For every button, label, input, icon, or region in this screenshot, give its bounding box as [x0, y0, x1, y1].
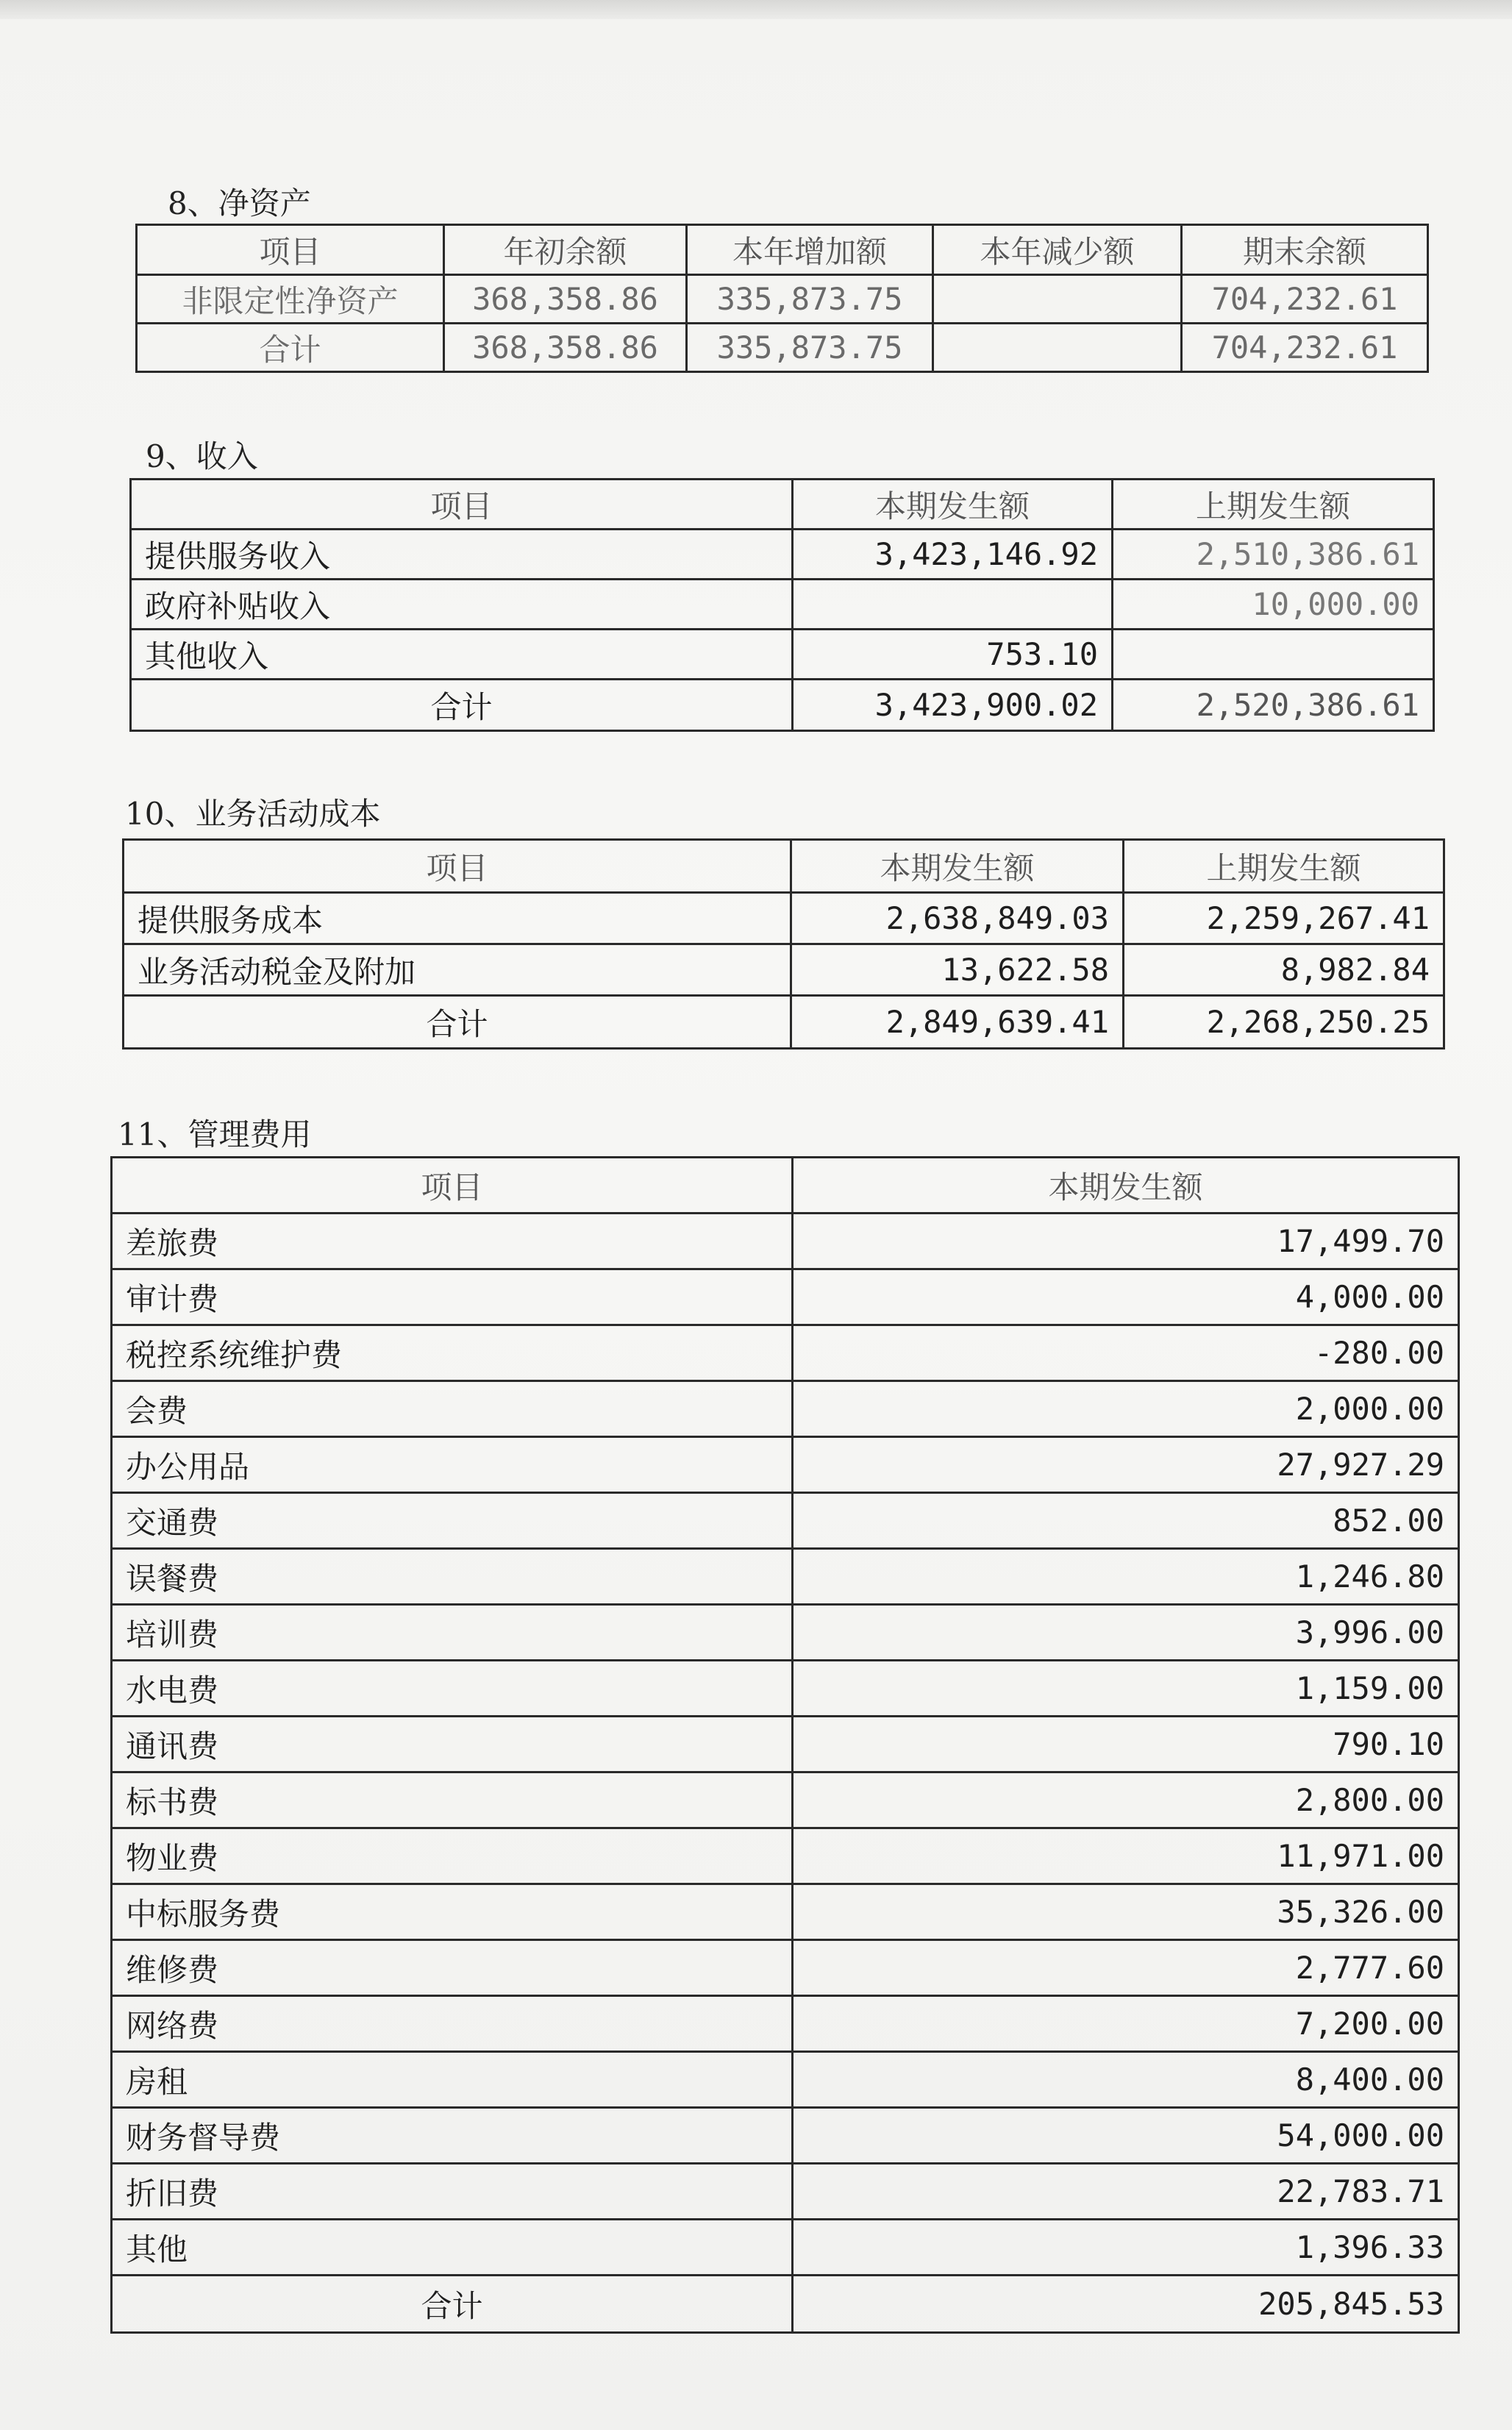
- item-cell: 政府补贴收入: [131, 580, 793, 630]
- header-cell: 本期发生额: [791, 840, 1124, 893]
- header-cell: 上期发生额: [1124, 840, 1444, 893]
- item-cell: 提供服务收入: [131, 530, 793, 580]
- income-table: [129, 478, 1435, 732]
- section-title-business-cost: 10、业务活动成本: [125, 796, 381, 832]
- table-row: [112, 1549, 1459, 1605]
- header-cell: 本期发生额: [793, 1158, 1459, 1214]
- value-cell: 4,000.00: [793, 1269, 1459, 1325]
- value-cell: 13,622.58: [791, 944, 1124, 996]
- item-cell: 其他: [112, 2220, 793, 2276]
- table-header-row: [131, 480, 1434, 530]
- table-row: [112, 2108, 1459, 2164]
- value-cell: 8,982.84: [1124, 944, 1444, 996]
- value-cell: 27,927.29: [793, 1437, 1459, 1493]
- value-cell: 790.10: [793, 1717, 1459, 1772]
- table-row: [124, 893, 1444, 944]
- admin-expense-body: [112, 1158, 1459, 2333]
- value-cell: [933, 275, 1182, 324]
- table-row: [112, 1884, 1459, 1940]
- header-cell: 项目: [124, 840, 791, 893]
- table-header-row: [124, 840, 1444, 893]
- table-row: [131, 580, 1434, 630]
- table-row: [112, 2220, 1459, 2276]
- value-cell: -280.00: [793, 1325, 1459, 1381]
- value-cell: 335,873.75: [687, 324, 933, 372]
- value-cell: 17,499.70: [793, 1214, 1459, 1269]
- value-cell: 54,000.00: [793, 2108, 1459, 2164]
- item-cell: 合计: [124, 996, 791, 1049]
- item-cell: 非限定性净资产: [137, 275, 444, 324]
- net-assets-table: [135, 224, 1429, 373]
- value-cell: 2,510,386.61: [1113, 530, 1434, 580]
- value-cell: 22,783.71: [793, 2164, 1459, 2220]
- value-cell: 335,873.75: [687, 275, 933, 324]
- section-title-net-assets: 8、净资产: [168, 185, 311, 221]
- value-cell: 753.10: [793, 630, 1113, 680]
- value-cell: 11,971.00: [793, 1828, 1459, 1884]
- item-cell: 合计: [137, 324, 444, 372]
- item-cell: 税控系统维护费: [112, 1325, 793, 1381]
- table-row: [112, 1661, 1459, 1717]
- table-row: [137, 275, 1428, 324]
- header-cell: 本年增加额: [687, 225, 933, 275]
- table-row: [112, 1214, 1459, 1269]
- item-cell: 误餐费: [112, 1549, 793, 1605]
- value-cell: 35,326.00: [793, 1884, 1459, 1940]
- value-cell: 852.00: [793, 1493, 1459, 1549]
- value-cell: 1,159.00: [793, 1661, 1459, 1717]
- table-row: [131, 530, 1434, 580]
- business-cost-table: [122, 838, 1445, 1050]
- table-row: [131, 630, 1434, 680]
- value-cell: [793, 580, 1113, 630]
- table-row: [112, 1996, 1459, 2052]
- value-cell: 2,520,386.61: [1113, 680, 1434, 731]
- table-row: [112, 2164, 1459, 2220]
- value-cell: 2,777.60: [793, 1940, 1459, 1996]
- item-cell: 提供服务成本: [124, 893, 791, 944]
- item-cell: 物业费: [112, 1828, 793, 1884]
- item-cell: 房租: [112, 2052, 793, 2108]
- item-cell: 办公用品: [112, 1437, 793, 1493]
- value-cell: 8,400.00: [793, 2052, 1459, 2108]
- table-row: [112, 1828, 1459, 1884]
- value-cell: 10,000.00: [1113, 580, 1434, 630]
- value-cell: 3,996.00: [793, 1605, 1459, 1661]
- header-cell: 项目: [131, 480, 793, 530]
- value-cell: [1113, 630, 1434, 680]
- table-row: [112, 1381, 1459, 1437]
- header-cell: 项目: [137, 225, 444, 275]
- value-cell: 2,849,639.41: [791, 996, 1124, 1049]
- value-cell: 704,232.61: [1182, 324, 1428, 372]
- value-cell: 2,800.00: [793, 1772, 1459, 1828]
- value-cell: 2,000.00: [793, 1381, 1459, 1437]
- header-cell: 上期发生额: [1113, 480, 1434, 530]
- item-cell: 维修费: [112, 1940, 793, 1996]
- table-total-row: [137, 324, 1428, 372]
- item-cell: 合计: [112, 2276, 793, 2333]
- table-header-row: [137, 225, 1428, 275]
- value-cell: 1,396.33: [793, 2220, 1459, 2276]
- table-total-row: [112, 2276, 1459, 2333]
- item-cell: 其他收入: [131, 630, 793, 680]
- table-header-row: [112, 1158, 1459, 1214]
- page-top-edge: [0, 0, 1512, 19]
- item-cell: 折旧费: [112, 2164, 793, 2220]
- value-cell: 704,232.61: [1182, 275, 1428, 324]
- table-row: [112, 1717, 1459, 1772]
- value-cell: 1,246.80: [793, 1549, 1459, 1605]
- table-row: [112, 1772, 1459, 1828]
- item-cell: 中标服务费: [112, 1884, 793, 1940]
- value-cell: 368,358.86: [444, 275, 687, 324]
- item-cell: 差旅费: [112, 1214, 793, 1269]
- item-cell: 网络费: [112, 1996, 793, 2052]
- table-row: [112, 1269, 1459, 1325]
- item-cell: 财务督导费: [112, 2108, 793, 2164]
- table-row: [124, 944, 1444, 996]
- value-cell: 7,200.00: [793, 1996, 1459, 2052]
- table-total-row: [124, 996, 1444, 1049]
- header-cell: 期末余额: [1182, 225, 1428, 275]
- table-row: [112, 2052, 1459, 2108]
- header-cell: 本年减少额: [933, 225, 1182, 275]
- admin-expense-table: [110, 1156, 1460, 2334]
- item-cell: 标书费: [112, 1772, 793, 1828]
- item-cell: 水电费: [112, 1661, 793, 1717]
- value-cell: [933, 324, 1182, 372]
- item-cell: 交通费: [112, 1493, 793, 1549]
- item-cell: 审计费: [112, 1269, 793, 1325]
- item-cell: 培训费: [112, 1605, 793, 1661]
- table-row: [112, 1437, 1459, 1493]
- value-cell: 2,638,849.03: [791, 893, 1124, 944]
- item-cell: 合计: [131, 680, 793, 731]
- table-row: [112, 1493, 1459, 1549]
- section-title-income: 9、收入: [146, 438, 258, 474]
- table-total-row: [131, 680, 1434, 731]
- table-row: [112, 1605, 1459, 1661]
- item-cell: 通讯费: [112, 1717, 793, 1772]
- section-title-admin-expense: 11、管理费用: [118, 1116, 312, 1152]
- item-cell: 业务活动税金及附加: [124, 944, 791, 996]
- value-cell: 205,845.53: [793, 2276, 1459, 2333]
- item-cell: 会费: [112, 1381, 793, 1437]
- value-cell: 2,268,250.25: [1124, 996, 1444, 1049]
- value-cell: 368,358.86: [444, 324, 687, 372]
- value-cell: 3,423,146.92: [793, 530, 1113, 580]
- table-row: [112, 1325, 1459, 1381]
- header-cell: 项目: [112, 1158, 793, 1214]
- header-cell: 年初余额: [444, 225, 687, 275]
- value-cell: 2,259,267.41: [1124, 893, 1444, 944]
- table-row: [112, 1940, 1459, 1996]
- value-cell: 3,423,900.02: [793, 680, 1113, 731]
- header-cell: 本期发生额: [793, 480, 1113, 530]
